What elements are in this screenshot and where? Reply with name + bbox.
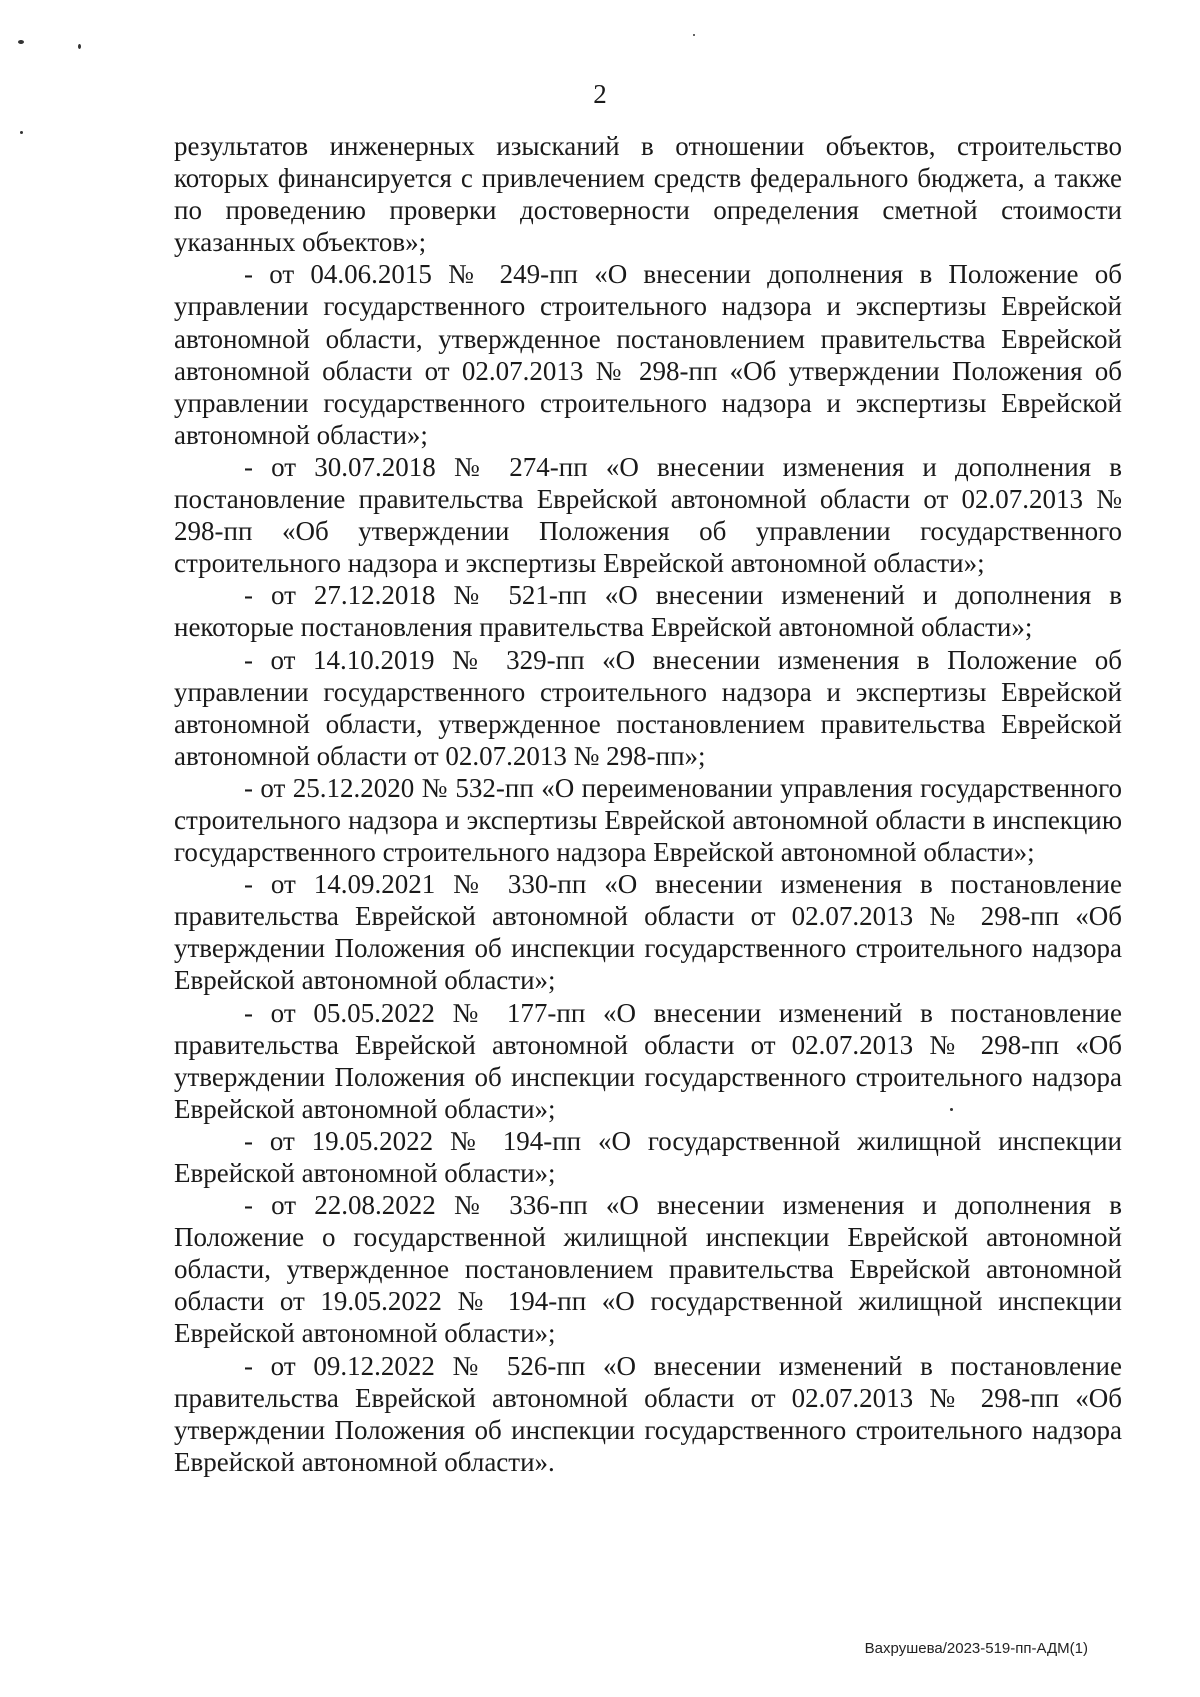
- list-item: - от 04.06.2015 № 249-пп «О внесении дополнения в Положение об управлении государственного строительного надзора и экспертизы Еврейской автономной области, утвержденное постановлением правительства Еврейской автономной области от 02.07.2013 № 298-пп «Об утверждении Положения об управлении государственного строительного надзора и экспертизы Еврейской автономной области»;: [174, 259, 1122, 450]
- scan-speck: [78, 44, 81, 49]
- scan-speck: [18, 40, 24, 44]
- list-item: - от 14.10.2019 № 329-пп «О внесении изменения в Положение об управлении государственного строительного надзора и экспертизы Еврейской автономной области, утвержденное постановлением правительства Еврейской автономной области от 02.07.2013 № 298-пп»;: [174, 644, 1122, 771]
- list-item: - от 27.12.2018 № 521-пп «О внесении изменений и дополнения в некоторые постановления правительства Еврейской автономной области»;: [174, 580, 1122, 643]
- list-item: - от 22.08.2022 № 336-пп «О внесении изменения и дополнения в Положение о государственной жилищной инспекции Еврейской автономной области, утвержденное постановлением правительства Еврейской автономной области от 19.05.2022 № 194-пп «О государственной жилищной инспекции Еврейской автономной области»;: [174, 1190, 1122, 1349]
- scan-speck: [693, 34, 695, 36]
- page-number: 2: [593, 79, 607, 109]
- list-item: - от 19.05.2022 № 194-пп «О государственной жилищной инспекции Еврейской автономной области»;: [174, 1125, 1122, 1188]
- list-item: - от 09.12.2022 № 526-пп «О внесении изменений в постановление правительства Еврейской автономной области от 02.07.2013 № 298-пп «Об утверждении Положения об инспекции государственного строительного надзора Еврейской автономной области».: [174, 1350, 1122, 1477]
- intro-paragraph: результатов инженерных изысканий в отношении объектов, строительство которых финансируется с привлечением средств федерального бюджета, а также по проведению проверки достоверности определения сметной стоимости указанных объектов»;: [174, 131, 1122, 258]
- list-item: - от 25.12.2020 № 532-пп «О переименовании управления государственного строительного надзора и экспертизы Еврейской автономной области в инспекцию государственного строительного надзора Еврейской автономной области»;: [174, 772, 1122, 868]
- document-reference: Вахрушева/2023-519-пп-АДМ(1): [864, 1640, 1088, 1657]
- document-body: [174, 130, 1122, 1478]
- list-item: - от 14.09.2021 № 330-пп «О внесении изменения в постановление правительства Еврейской автономной области от 02.07.2013 № 298-пп «Об утверждении Положения об инспекции государственного строительного надзора Еврейской автономной области»;: [174, 869, 1122, 996]
- list-item: - от 05.05.2022 № 177-пп «О внесении изменений в постановление правительства Еврейской автономной области от 02.07.2013 № 298-пп «Об утверждении Положения об инспекции государственного строительного надзора Еврейской автономной области»;: [174, 997, 1122, 1124]
- scan-speck: [20, 131, 23, 134]
- list-item: - от 30.07.2018 № 274-пп «О внесении изменения и дополнения в постановление правительства Еврейской автономной области от 02.07.2013 № 298-пп «Об утверждении Положения об управлении государственного строительного надзора и экспертизы Еврейской автономной области»;: [174, 451, 1122, 579]
